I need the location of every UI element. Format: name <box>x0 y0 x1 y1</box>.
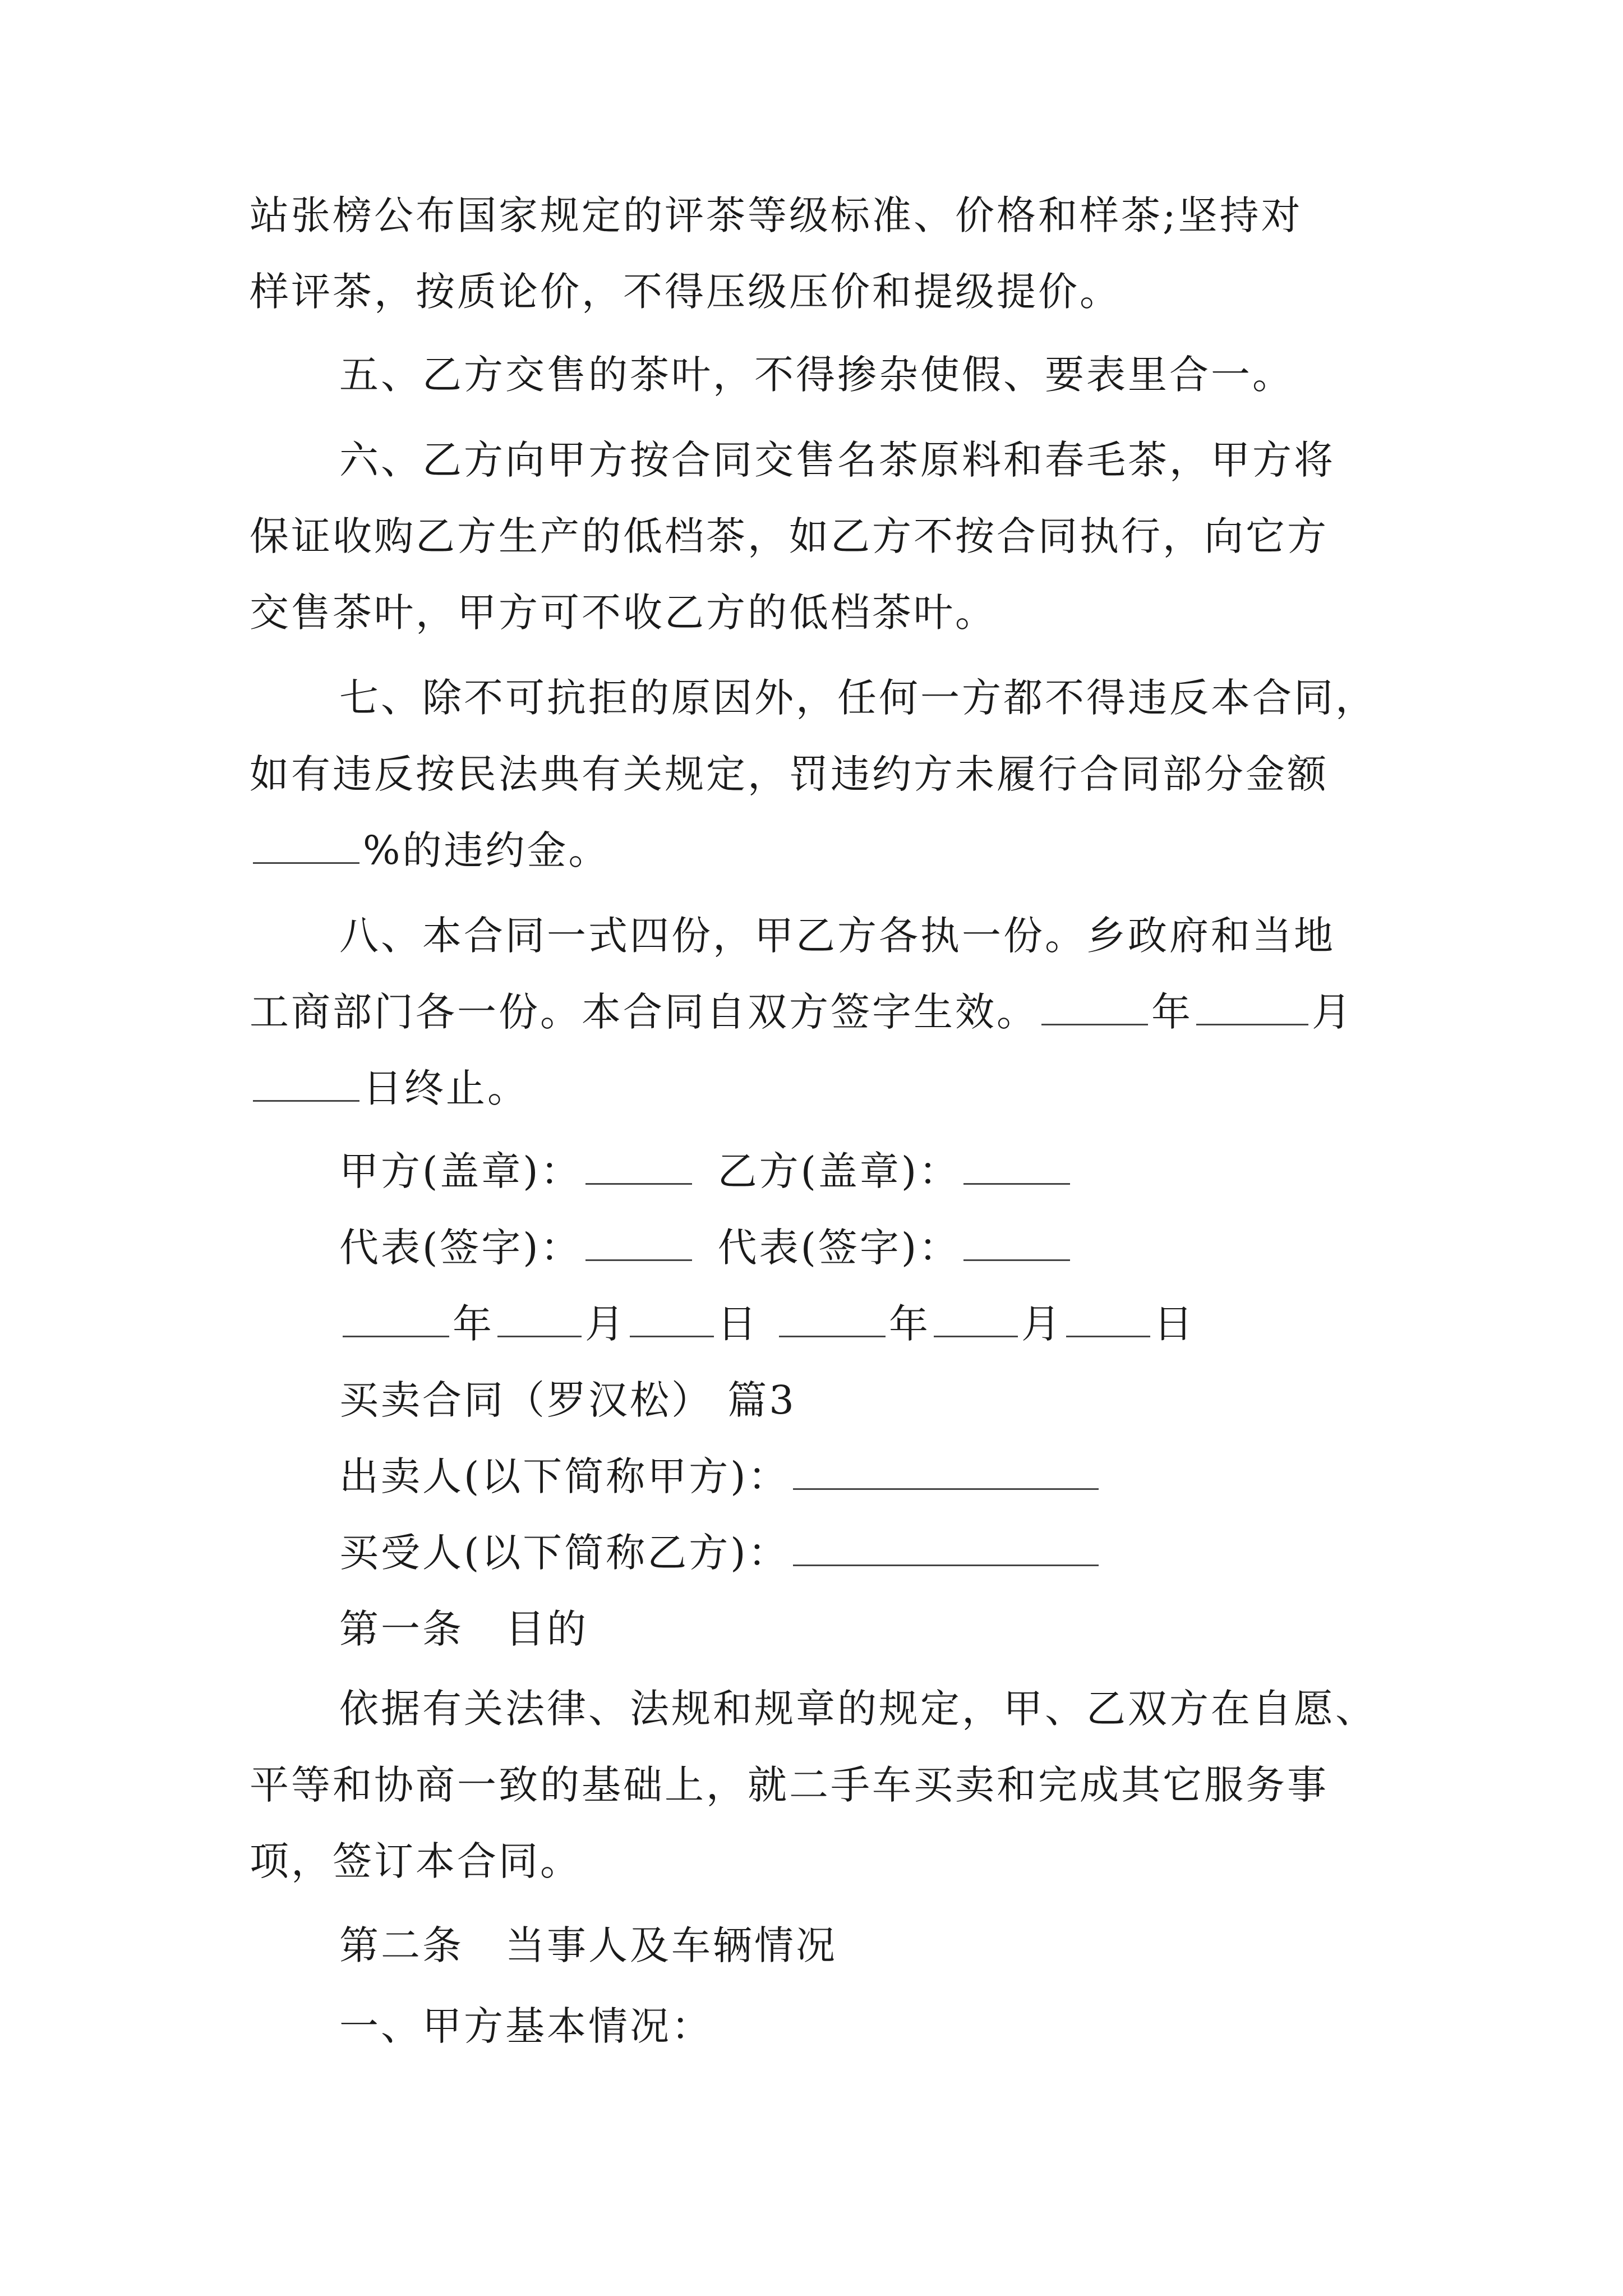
article1-body-line1: 依据有关法律、法规和规章的规定，甲、乙双方在自愿、 <box>339 1686 1377 1732</box>
clause-eight-line1: 八、本合同一式四份，甲乙方各执一份。乡政府和当地 <box>339 913 1335 959</box>
rep-b-sign-blank[interactable] <box>963 1220 1070 1261</box>
date-a-day-blank[interactable] <box>630 1296 714 1337</box>
article2-item1: 一、甲方基本情况： <box>339 2003 713 2049</box>
end-month-blank[interactable] <box>1196 984 1308 1025</box>
date-b-year-label: 年 <box>889 1301 930 1347</box>
clause-six-line1: 六、乙方向甲方按合同交售名茶原料和春毛茶，甲方将 <box>339 437 1335 483</box>
clause-eight-line3 <box>250 1050 529 1126</box>
date-b-year-blank[interactable] <box>779 1296 886 1337</box>
end-day-blank[interactable] <box>253 1061 359 1102</box>
article1-body-line2: 平等和协商一致的基础上，就二手车买卖和完成其它服务事 <box>250 1762 1329 1808</box>
date-b-day-label: 日 <box>1154 1301 1195 1347</box>
date-a-month-blank[interactable] <box>497 1296 582 1337</box>
seller-label: 出卖人(以下简称甲方)： <box>339 1453 790 1499</box>
seal-row <box>339 1133 1073 1209</box>
party-b-seal-label: 乙方(盖章)： <box>717 1148 961 1194</box>
clause-five: 五、乙方交售的茶叶，不得掺杂使假、要表里合一。 <box>339 352 1294 398</box>
end-year-blank[interactable] <box>1041 984 1148 1025</box>
month-label: 月 <box>1312 989 1353 1035</box>
seller-row <box>339 1438 1102 1515</box>
date-b-month-label: 月 <box>1021 1301 1063 1347</box>
date-b-month-blank[interactable] <box>934 1296 1018 1337</box>
clause-seven-line2: 如有违反按民法典有关规定，罚违约方未履行合同部分金额 <box>250 751 1329 797</box>
article1-title: 第一条 目的 <box>339 1606 588 1652</box>
party-b-seal-blank[interactable] <box>963 1144 1070 1185</box>
rep-a-sign-blank[interactable] <box>585 1220 692 1261</box>
clause-six-line2: 保证收购乙方生产的低档茶，如乙方不按合同执行，向它方 <box>250 513 1329 559</box>
buyer-row <box>339 1515 1102 1591</box>
clause-seven-line1: 七、除不可抗拒的原因外，任何一方都不得违反本合同， <box>339 675 1377 721</box>
date-a-day-label: 日 <box>717 1301 759 1347</box>
clause-seven-line3-text: %的违约金。 <box>363 827 610 873</box>
article1-body-line3: 项，签订本合同。 <box>250 1838 582 1884</box>
clause-six-line3: 交售茶叶，甲方可不收乙方的低档茶叶。 <box>250 590 997 636</box>
seller-blank[interactable] <box>793 1449 1099 1490</box>
year-label: 年 <box>1151 989 1193 1035</box>
rep-b-sign-label: 代表(签字)： <box>717 1225 961 1271</box>
date-a-year-blank[interactable] <box>343 1296 449 1337</box>
clause-eight-line2-text: 工商部门各一份。本合同自双方签字生效。 <box>250 989 1038 1035</box>
buyer-blank[interactable] <box>793 1525 1099 1566</box>
penalty-percent-blank[interactable] <box>253 823 359 864</box>
party-a-seal-blank[interactable] <box>585 1144 692 1185</box>
date-a-year-label: 年 <box>453 1301 494 1347</box>
article2-title: 第二条 当事人及车辆情况 <box>339 1922 837 1968</box>
date-a-month-label: 月 <box>585 1301 626 1347</box>
clause-eight-line2 <box>250 974 1353 1050</box>
section-title: 买卖合同（罗汉松） 篇3 <box>339 1377 796 1423</box>
clause-eight-line3-text: 日终止。 <box>363 1065 529 1111</box>
date-row <box>339 1286 1195 1362</box>
paragraph-line: 站张榜公布国家规定的评茶等级标准、价格和样茶;坚持对 <box>250 192 1303 238</box>
clause-seven-line3 <box>250 812 610 889</box>
buyer-label: 买受人(以下简称乙方)： <box>339 1530 790 1576</box>
signature-row <box>339 1209 1073 1286</box>
party-a-seal-label: 甲方(盖章)： <box>339 1148 582 1194</box>
rep-a-sign-label: 代表(签字)： <box>339 1225 582 1271</box>
paragraph-line: 样评茶，按质论价，不得压级压价和提级提价。 <box>250 269 1121 315</box>
date-b-day-blank[interactable] <box>1066 1296 1150 1337</box>
